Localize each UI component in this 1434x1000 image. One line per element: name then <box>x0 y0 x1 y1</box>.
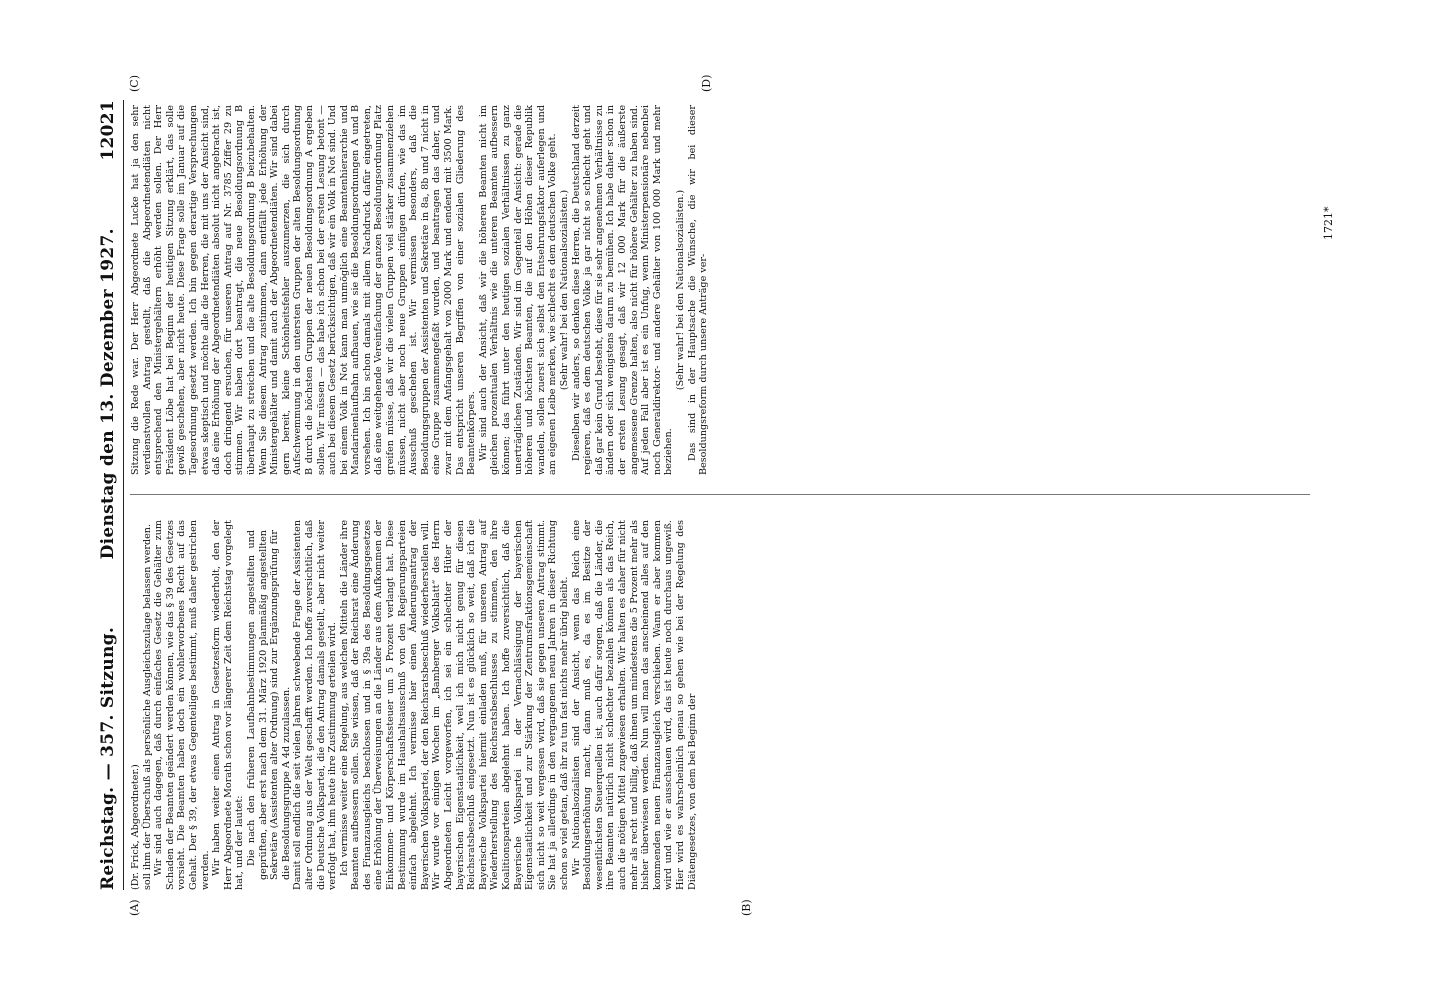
margin-marker-b: (B) <box>740 899 753 916</box>
paragraph: Sitzung die Rede war. Der Herr Abgeordnete Lucke hat ja den sehr verdienstvollen Antrag gestellt, daß die Abgeordnetendiäten nicht entsprechend den Ministergehältern erhöht werden sollen. Der Herr Präsident Löbe hat bei Beginn der heutigen Sitzung erklärt, das solle gewiß geschehen, aber nicht heute. Diese Frage solle im Januar auf die Tagesordnung gesetzt werden. Ich bin gegen derartige Versprechungen etwas skeptisch und möchte alle die Herren, die mit uns der Ansicht sind, daß eine Erhöhung der Abgeordnetendiäten absolut nicht angebracht ist, doch dringend ersuchen, für unseren Antrag auf Nr. 3785 Ziffer 29 zu stimmen. Wir haben dort beantragt, die neue Besoldungsordnung B überhaupt zu streichen und die alte Besoldungsordnung B beizubehalten. Wenn Sie diesem Antrag zustimmen, dann entfällt jede Erhöhung der Ministergehälter und damit auch der Abgeordnetendiäten. Wir sind dabei gern bereit, kleine Schönheitsfehler auszumerzen, die sich durch Aufschwemmung in den untersten Gruppen der alten Besoldungsordnung B durch die höchsten Gruppen der neuen Besoldungsordnung A ergeben sollen. Wir müssen — das habe ich schon bei der ersten Lesung betont — auch bei diesem Gesetz berücksichtigen, daß wir ein Volk in Not sind. Und bei einem Volk in Not kann man unmöglich eine Beamtenhierarchie und Mandarinenlaufbahn aufbauen, wie sie die Besoldungsordnungen A und B vorsehen. Ich bin schon damals mit allem Nachdruck dafür eingetreten, daß eine weitgehende Vereinfachung der ganzen Besoldungsordnung Platz greifen müsse, daß wir die vielen Gruppen viel stärker zusammenziehen müssen, nicht aber noch neue Gruppen einfügen dürfen, wie das im Ausschuß geschehen ist. Wir vermissen besonders, daß die Besoldungsgruppen der Assistenten und Sekretäre in 8a, 8b und 7 nicht in eine Gruppe zusammengefaßt wurden, und beantragen das daher, und zwar mit dem Anfangsgehalt von 2000 Mark und endend mit 3500 Mark. Das entspricht unseren Begriffen von einer sozialen Gliederung des Beamtenkörpers. <box>130 105 478 475</box>
interjection: (Sehr wahr! bei den Nationalsozialisten.) <box>674 189 686 391</box>
margin-marker-c: (C) <box>128 75 141 92</box>
header-rule <box>123 100 124 890</box>
paragraph: Das sind in der Hauptsache die Wünsche, die wir bei dieser Besoldungsreform durch unsere Anträge ver- <box>686 105 710 475</box>
paragraph: Damit soll endlich die seit vielen Jahren schwebende Frage der Assistenten alter Ordnung aus der Welt geschafft werden. Ich hoffe zuversichtlich, daß die Deutsche Volkspartei, die den Antrag damals gestellt, aber nicht weiter verfolgt hat, ihm heute ihre Zustimmung erteilen wird. <box>292 520 339 890</box>
digitization-credit <box>1418 0 1434 1000</box>
paragraph: soll ihm der Überschuß als persönliche Ausgleichszulage belassen werden. <box>141 523 153 890</box>
header-left: Reichstag. — 357. Sitzung. <box>98 626 118 890</box>
speaker-line: (Dr. Frick, Abgeordneter.) <box>130 764 141 890</box>
paragraph: Wir Nationalsozialisten sind der Ansicht, wenn das Reich eine Besoldungserhöhung macht, dann muß es, da es im Besitze der wesentlichsten Steuerquellen ist, auch dafür sorgen, daß die Länder, die ihre Beamten natürlich nicht schlechter bezahlen können als das Reich, auch die nötigen Mittel zugewiesen erhalten. Wir halten es daher für nicht mehr als recht und billig, daß ihnen um mindestens die 5 Prozent mehr als bisher überwiesen werden. Nun will man das anscheinend alles auf den kommenden neuen Finanzausgleich verschieben. Wann er aber kommen wird und wie er ausschauen wird, das ist heute noch durchaus ungewiß. Hier wird es wahrscheinlich genau so gehen wie bei der Regelung des Diätengesetzes, von dem bei Beginn der <box>570 520 698 890</box>
page-number: 12021 <box>98 100 118 161</box>
paragraph: Wir sind auch der Ansicht, daß wir die höheren Beamten nicht im gleichen prozentualen Verhältnis wie die unteren Beamten aufbessern können; das führt unter den heutigen sozialen Verhältnissen zu ganz unerträglichen Zuständen. Wir sind im Gegenteil der Ansicht: gerade die höheren und höchsten Beamten, die auf den Höhen dieser Republik wandeln, sollen zuerst sich selbst den Entsehrungsfaktor auferlegen und am eigenen Leibe merken, wie schlecht es dem deutschen Volke geht. <box>477 105 559 475</box>
paragraph: Ich vermisse weiter eine Regelung, aus welchen Mitteln die Länder ihre Beamten aufbessern sollen. Sie wissen, daß der Reichsrat eine Änderung des Finanzausgleichs beschlossen und in § 39a des Besoldungsgesetzes eine Erhöhung der Überweisungen an die Länder aus dem Aufkommen der Einkommen- und Körperschaftssteuer um 5 Prozent verlangt hat. Diese Bestimmung wurde im Haushaltsausschuß von den Regierungsparteien einfach abgelehnt. Ich vermisse hier einen Änderungsantrag der Bayerischen Volkspartei, der den Reichsratsbeschluß wiederherstellen will. Wir wurde vor einigen Wochen im „Bamberger Volksblatt“ des Herrn Abgeordneten Leicht vorgeworfen, ich sei ein schlechter Hüter der bayerischen Eigenstaatlichkeit, weil ich mich nicht genug für diesen Reichsratsbeschluß eingesetzt. Nun ist es glücklich so weit, daß ich die Bayerische Volkspartei hiermit einladen muß, für unseren Antrag auf Wiederherstellung des Reichsratsbeschlusses zu stimmen, den ihre Koalitionsparteien abgelehnt haben. Ich hoffe zuversichtlich, daß die Bayerische Volkspartei in der Vernachlässigung der bayerischen Eigenstaatlichkeit und zur Stärkung der Zentrumsfraktionsgemeinschaft sich nicht so weit vergessen wird, daß sie gegen unseren Antrag stimmt. Sie hat ja allerdings in den vergangenen neun Jahren in dieser Richtung schon so viel getan, daß ihr zu tun fast nichts mehr übrig bleibt. <box>338 520 570 890</box>
paragraph: Wir sind auch dagegen, daß durch einfaches Gesetz die Gehälter zum Schaden der Beamten geändert werden können, wie das § 39 des Gesetzes vorsieht. Die Beamten haben doch ein wohlerworbenes Recht auf das Gehalt. Der § 39, der etwas Gegenteiliges bestimmt, muß daher gestrichen werden. <box>153 520 211 890</box>
sheet-signature: 1721* <box>1322 206 1335 240</box>
text-column-left <box>130 520 698 890</box>
margin-marker-a: (A) <box>128 899 141 916</box>
column-divider <box>130 494 1310 495</box>
paragraph: Dieselben wir anders, so denken diese Herren, die Deutschland derzeit regieren, daß es dem deutschen Volke ja gar nicht so schlecht geht und daß gar kein Grund besteht, diese für sie sehr angenehmen Verhältnisse zu ändern oder sich wenigstens darum zu bemühen. Ich habe daher schon in der ersten Lesung gesagt, daß wir 12 000 Mark für die äußerste angemessene Grenze halten, also nicht für höhere Gehälter zu haben sind. Auf jeden Fall aber ist es ein Unfug, wenn Ministerpensionäre nebenbei noch Generaldirektor- und andere Gehälter von 100 000 Mark und mehr beziehen. <box>570 105 675 475</box>
margin-marker-d: (D) <box>700 74 713 92</box>
quoted-motion: Die nach den früheren Laufbahnbestimmungen angestellten und geprüften, aber erst nach dem 31. März 1920 planmäßig angestellten Sekretäre (Assistenten alter Ordnung) sind zur Ergänzungsprüfung für die Besoldungsgruppe A 4d zuzulassen. <box>245 530 292 880</box>
text-column-right <box>130 105 710 475</box>
header-date: Dienstag den 13. Dezember 1927. <box>98 228 118 560</box>
interjection: (Sehr wahr! bei den Nationalsozialisten.) <box>558 189 570 391</box>
paragraph: Wir haben weiter einen Antrag in Gesetzesform wiederholt, den der Herr Abgeordnete Morath schon vor längerer Zeit dem Reichstag vorgelegt hat, und der lautet: <box>211 520 246 890</box>
page-header <box>95 100 121 890</box>
